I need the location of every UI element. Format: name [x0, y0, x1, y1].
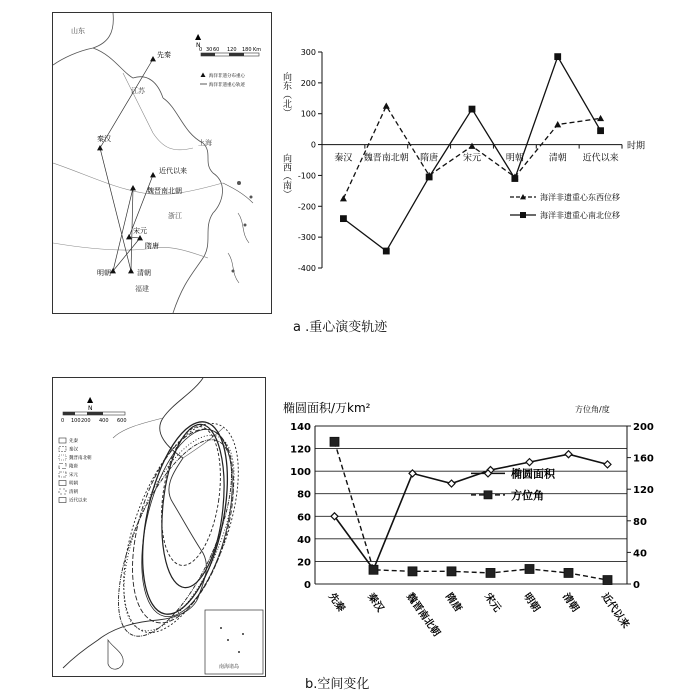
x-tick-label: 清朝 — [548, 153, 567, 164]
ellipse-legend-swatch — [59, 498, 66, 503]
x-tick-label: 先秦 — [326, 591, 347, 615]
series-point-triangle — [597, 115, 604, 121]
caption-trajectory: a .重心演变轨迹 — [293, 320, 388, 335]
ellipse-legend-item: 魏晋南北朝 — [69, 456, 92, 461]
ellipse-legend-item: 宋元 — [69, 473, 78, 478]
ellipse-legend-item: 明朝 — [69, 481, 78, 487]
x-tick-label: 清朝 — [560, 591, 581, 615]
y-right-tick-label: 80 — [633, 516, 647, 528]
x-tick-label: 隋唐 — [420, 153, 439, 164]
series-point-diamond — [565, 451, 572, 458]
ellipse-legend-swatch — [59, 481, 66, 486]
series-point-square — [383, 248, 389, 254]
svg-text:N: N — [88, 405, 93, 412]
y-tick-label: -400 — [297, 264, 316, 273]
centroid-label: 宋元 — [133, 227, 147, 235]
map-scale-tick: 180 — [242, 47, 252, 53]
map-scale-unit: Km — [253, 47, 262, 53]
x-tick-label: 隋唐 — [443, 591, 464, 615]
series-point-square — [564, 568, 573, 577]
series-point-square — [369, 565, 378, 574]
series-point-square — [408, 567, 417, 576]
ellipse-legend-swatch — [59, 489, 66, 494]
region-label-zhejiang: 浙江 — [168, 212, 182, 220]
map-scale-tick: 600 — [117, 418, 127, 424]
centroid-point-icon — [130, 185, 136, 190]
series-point-diamond — [448, 480, 455, 487]
ellipse-map — [52, 377, 266, 677]
centroid-label: 秦汉 — [97, 135, 111, 143]
series-point-diamond — [604, 461, 611, 468]
map-scale-tick: 0 — [61, 418, 65, 424]
y-tick-label: -100 — [297, 171, 316, 181]
centroid-label: 清朝 — [137, 269, 151, 277]
ellipse-legend-item: 秦汉 — [69, 447, 78, 453]
ellipse-legend — [59, 437, 92, 504]
series-point-diamond — [526, 459, 533, 466]
series-line — [343, 106, 600, 199]
caption-spatial-change: b.空间变化 — [305, 677, 370, 692]
y-left-tick-label: 40 — [297, 534, 311, 546]
ellipse-legend-item: 清朝 — [69, 490, 78, 495]
legend-label: 海洋非遗重心南北位移 — [540, 211, 620, 221]
series-point-square — [598, 128, 604, 134]
ellipse-legend-swatch — [59, 438, 66, 443]
trajectory-map — [52, 12, 272, 314]
series-point-square — [447, 567, 456, 576]
centroid-shift-chart — [272, 40, 652, 280]
map-legend-item: 海洋非遗重心轨迹 — [209, 83, 245, 88]
trajectory-map-svg — [53, 13, 271, 313]
centroid-track — [97, 50, 187, 277]
ellipse-legend-item: 近代以来 — [69, 498, 87, 504]
y-tick-label: 300 — [300, 48, 316, 57]
x-tick-label: 魏晋南北朝 — [363, 153, 409, 164]
ellipse-map-svg — [53, 378, 265, 676]
x-tick-label: 秦汉 — [365, 591, 386, 615]
x-tick-label: 宋元 — [482, 591, 503, 615]
series-point-square — [330, 437, 339, 446]
map-legend-item: 海洋非遗分布重心 — [209, 74, 245, 79]
map-scale-tick: 400 — [99, 418, 109, 424]
map-scale-tick: 120 — [227, 47, 237, 53]
north-arrow-icon: ▲ — [87, 395, 94, 404]
y-left-tick-label: 140 — [290, 422, 311, 433]
series-point-square — [426, 174, 432, 180]
y-tick-label: 0 — [310, 140, 316, 150]
y-left-tick-label: 0 — [304, 580, 311, 591]
svg-text:N: N — [196, 42, 201, 49]
centroid-label: 明朝 — [97, 269, 111, 277]
y-tick-label: -300 — [297, 233, 316, 243]
inset-label: 南海诸岛 — [219, 664, 240, 670]
y-left-tick-label: 100 — [290, 467, 311, 479]
centroid-label: 近代以来 — [159, 167, 187, 175]
legend-label: 椭圆面积 — [511, 467, 555, 481]
y-right-tick-label: 200 — [633, 422, 654, 433]
series-point-triangle — [383, 103, 390, 109]
series-point-square — [603, 576, 612, 585]
centroid-shift-chart-svg — [272, 40, 652, 280]
x-tick-label: 宋元 — [462, 153, 482, 164]
series-point-triangle — [340, 195, 347, 201]
centroid-point-icon — [126, 234, 132, 239]
y-left-tick-label: 120 — [290, 444, 311, 456]
x-tick-label: 明朝 — [521, 591, 542, 615]
y-right-axis-label: 方位角/度 — [575, 405, 610, 414]
legend-label: 方位角 — [511, 488, 544, 502]
series-point-square — [340, 216, 346, 222]
centroid-label: 隋唐 — [145, 242, 159, 250]
y-axis-label-top: 向东（北） — [281, 72, 291, 117]
y-tick-label: 100 — [300, 109, 316, 119]
north-arrow-icon: ▲ — [195, 32, 202, 41]
series-point-square — [555, 54, 561, 60]
y-right-tick-label: 120 — [633, 485, 654, 497]
y-right-tick-label: 160 — [633, 453, 654, 465]
x-tick-label: 近代以来 — [582, 153, 619, 164]
map-scale-tick: 200 — [81, 418, 91, 424]
centroid-point-icon — [150, 172, 156, 177]
ellipse-legend-swatch — [59, 464, 66, 469]
x-tick-label: 秦汉 — [334, 153, 353, 164]
x-tick-label: 近代以来 — [599, 591, 631, 631]
y-left-tick-label: 60 — [297, 512, 311, 524]
y-axis-label-bottom: 向西（南） — [281, 153, 291, 199]
series-line — [335, 442, 608, 580]
y-tick-label: 200 — [300, 78, 316, 88]
legend-label: 海洋非遗重心东西位移 — [540, 193, 620, 203]
ellipse-area-chart-svg — [275, 398, 670, 666]
centroid-point-icon — [128, 268, 134, 273]
y-left-axis-label: 椭圆面积/万km² — [283, 401, 371, 415]
series-point-square — [469, 106, 475, 112]
std-ellipse — [113, 418, 253, 635]
region-label-jiangsu: 江苏 — [131, 87, 145, 95]
y-right-tick-label: 0 — [633, 580, 640, 591]
x-axis-label: 时期 — [627, 141, 646, 152]
centroid-label: 先秦 — [157, 51, 171, 59]
ellipse-legend-item: 先秦 — [69, 439, 78, 444]
map-scale-tick: 30 — [206, 47, 213, 53]
centroid-label: 魏晋南北朝 — [147, 187, 182, 195]
ellipse-legend-swatch — [59, 472, 66, 477]
y-right-tick-label: 40 — [633, 548, 647, 560]
centroid-point-icon — [97, 145, 103, 150]
centroid-point-icon — [150, 56, 156, 61]
ellipse-legend-swatch — [59, 455, 66, 460]
region-label-shanghai: 上海 — [198, 139, 212, 147]
x-tick-label: 魏晋南北朝 — [404, 591, 442, 639]
region-label-fujian: 福建 — [135, 285, 149, 293]
series-point-square — [512, 176, 518, 182]
ellipse-legend-swatch — [59, 447, 66, 452]
map-scale-bar — [61, 412, 127, 424]
series-point-square — [525, 564, 534, 573]
ellipse-area-chart — [275, 398, 670, 666]
y-tick-label: -200 — [297, 202, 316, 212]
legend-triangle-icon — [201, 73, 206, 78]
series-point-square — [486, 568, 495, 577]
map-scale-tick: 0 — [199, 47, 203, 53]
y-left-tick-label: 20 — [297, 557, 311, 569]
legend-square-icon — [484, 491, 492, 499]
map-scale-tick: 60 — [213, 47, 220, 53]
region-label-shandong: 山东 — [71, 27, 85, 35]
y-left-tick-label: 80 — [297, 489, 311, 501]
map-legend — [200, 72, 245, 88]
ellipse-legend-item: 隋唐 — [69, 464, 78, 470]
map-scale-tick: 100 — [71, 418, 81, 424]
map-scale-bar — [199, 47, 261, 56]
x-tick-label: 明朝 — [505, 153, 524, 164]
series-point-triangle — [554, 121, 561, 127]
legend-square-icon — [520, 212, 525, 217]
series-point-triangle — [469, 143, 476, 149]
